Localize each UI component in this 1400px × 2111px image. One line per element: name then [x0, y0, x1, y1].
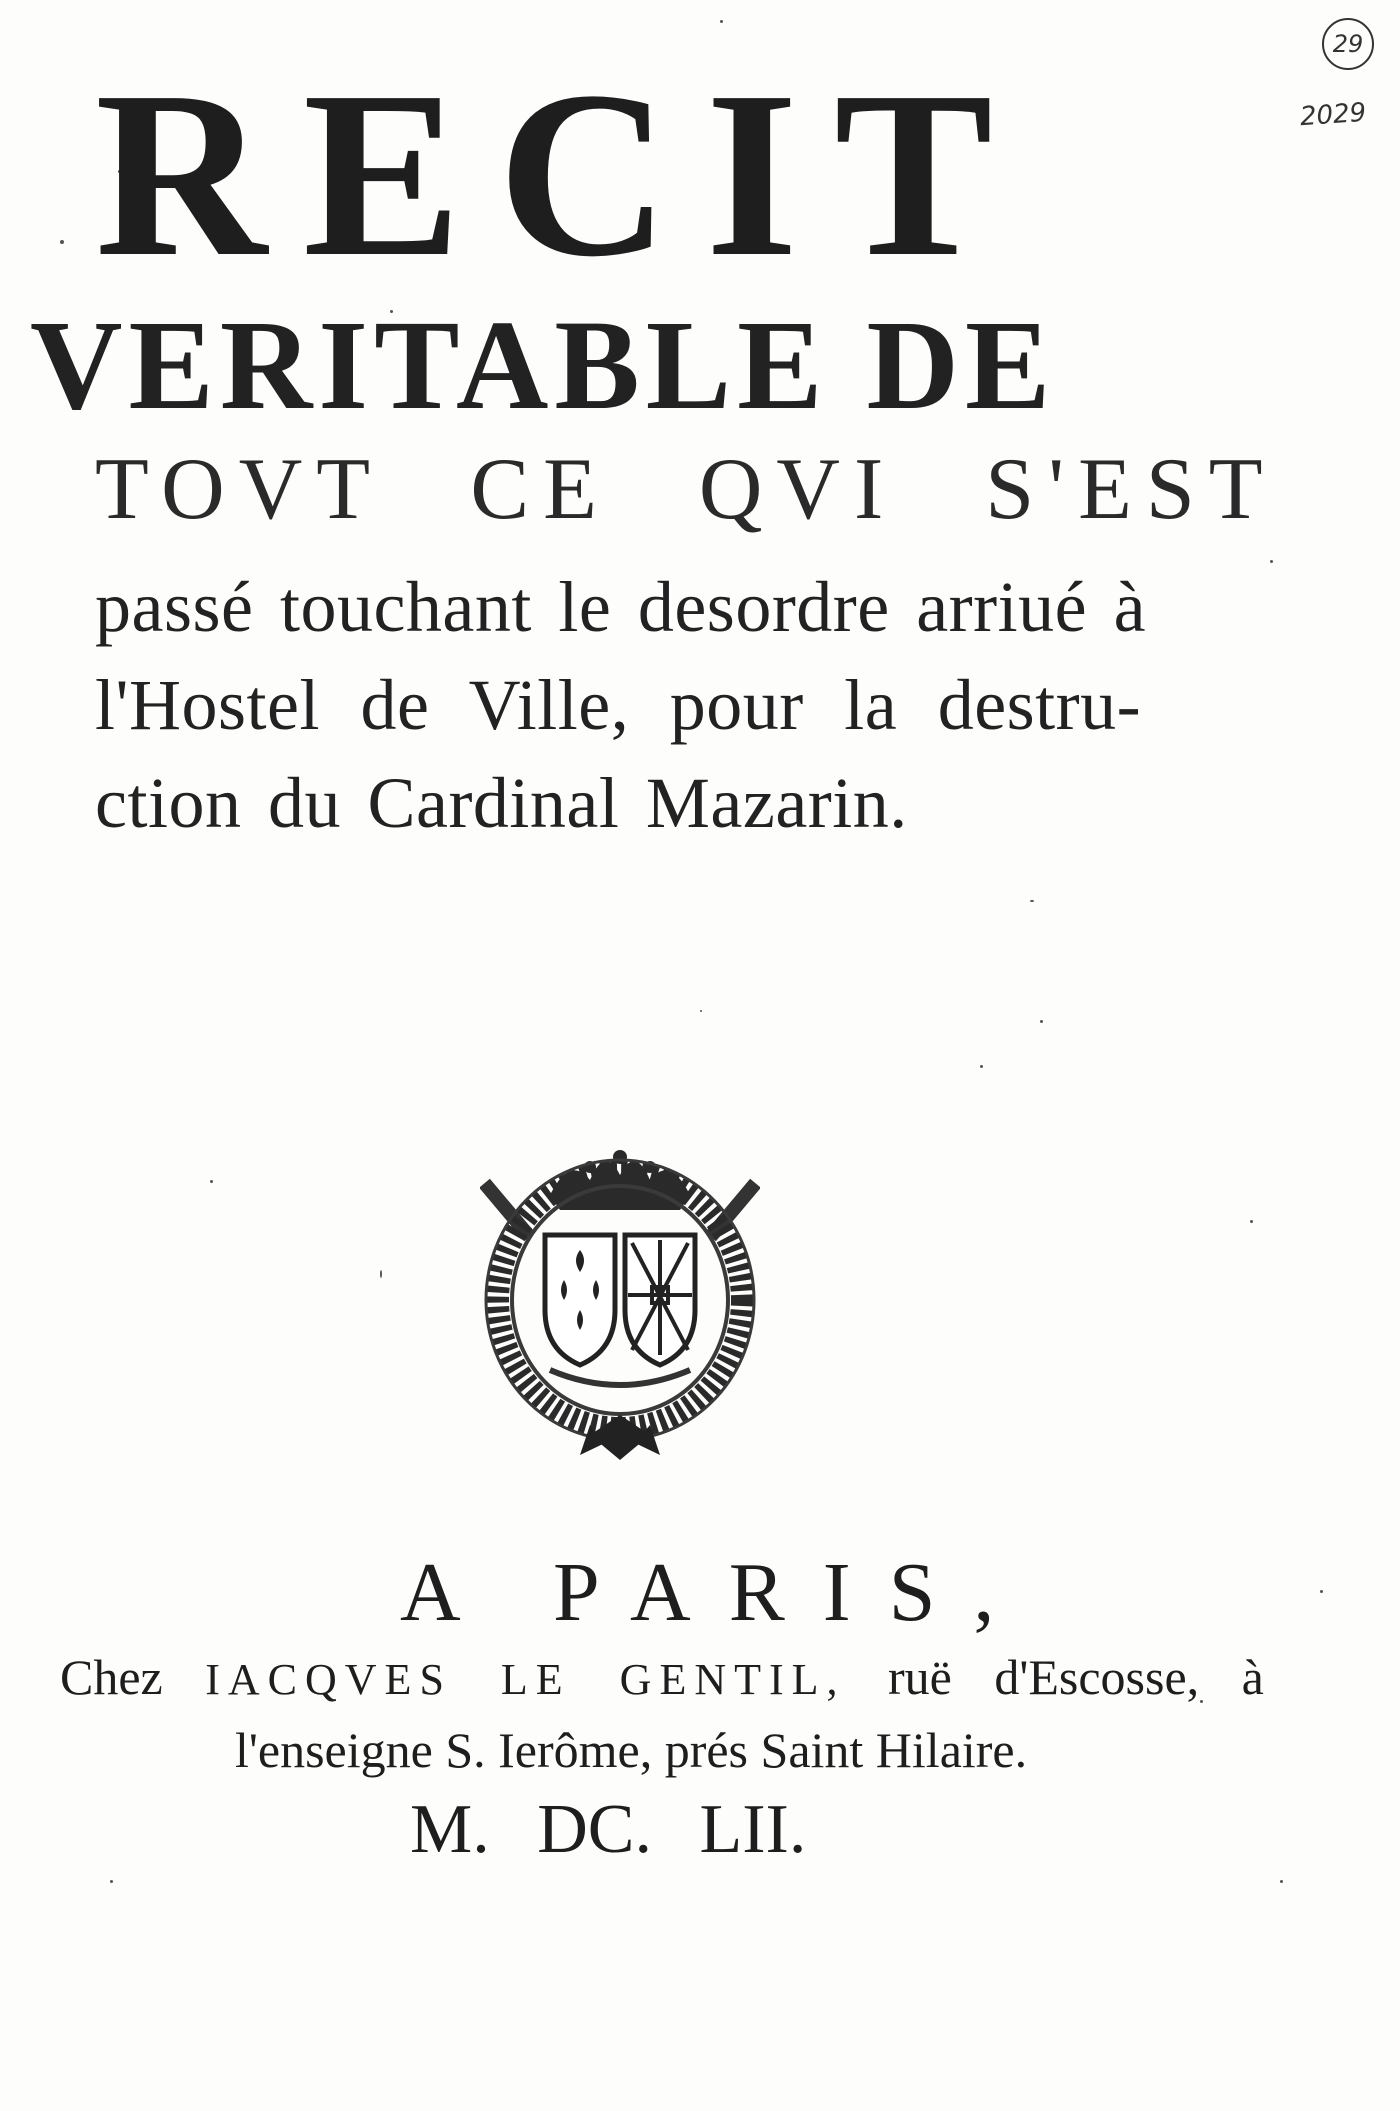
title-line-3: TOVT CE QVI S'EST: [95, 441, 1277, 538]
title-line-2: VERITABLE DE: [30, 294, 1057, 436]
imprint-date: M. DC. LII.: [410, 1791, 807, 1868]
coat-of-arms-icon: [480, 1125, 760, 1465]
body-line-3: ction du Cardinal Mazarin.: [95, 763, 908, 843]
publisher-suffix: ruë d'Escosse, à: [888, 1649, 1264, 1705]
body-line-1: passé touchant le desordre arriué à: [95, 567, 1147, 647]
title-line-1: RECIT: [95, 43, 1029, 306]
margin-circled-number: 29: [1322, 18, 1374, 70]
publisher-prefix: Chez: [60, 1649, 163, 1705]
imprint-place: A PARIS,: [400, 1546, 1033, 1639]
margin-shelf-code: 2029: [1299, 97, 1368, 133]
body-line-2: l'Hostel de Ville, pour la destru-: [95, 665, 1142, 745]
imprint-publisher: [60, 1645, 1400, 1712]
publisher-name: IACQVES LE GENTIL,: [205, 1655, 846, 1704]
imprint-address: l'enseigne S. Ierôme, prés Saint Hilaire.: [235, 1722, 1028, 1778]
